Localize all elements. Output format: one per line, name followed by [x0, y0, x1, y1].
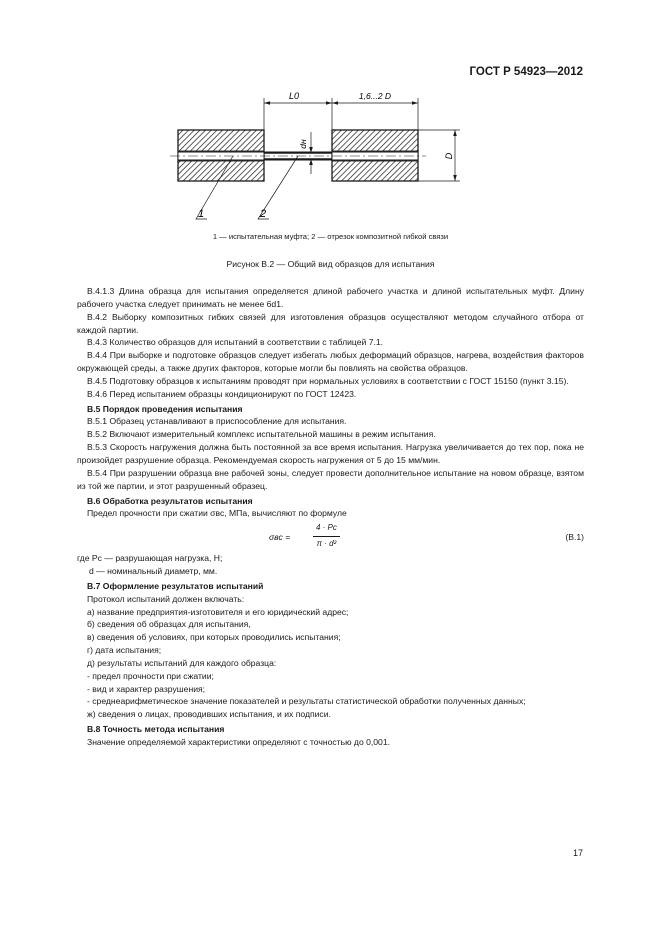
list-item: б) сведения об образцах для испытания,	[87, 619, 251, 630]
list-item: в) сведения об условиях, при которых проводились испытания;	[87, 632, 341, 643]
dim-l0-label: L0	[288, 91, 300, 101]
formula-numerator: 4 · Pc	[313, 522, 340, 537]
para-b6-intro: Предел прочности при сжатии σвс, МПа, вычисляют по формуле	[87, 508, 347, 519]
left-test-sleeve	[178, 130, 264, 181]
formula-fraction	[313, 522, 340, 551]
list-item: - вид и характер разрушения;	[87, 683, 206, 694]
para-b43: В.4.3 Количество образцов для испытаний в соответствии с таблицей 7.1.	[87, 337, 384, 348]
para-b413: В.4.1.3 Длина образца для испытания определяется длиной рабочего участка и длиной испытательных муфт. Длину рабочего участка следует принимать не менее 6d1.	[77, 286, 584, 309]
para-b45: В.4.5 Подготовку образцов к испытаниям проводят при нормальных условиях в соответствии с ГОСТ 15150 (пункт 3.15).	[87, 375, 569, 386]
right-test-sleeve	[332, 130, 418, 181]
specimen-figure	[170, 86, 470, 236]
heading-b6: В.6 Обработка результатов испытания	[87, 495, 253, 506]
para-b7-intro: Протокол испытаний должен включать:	[87, 593, 245, 604]
document-body	[77, 285, 584, 749]
list-item: а) название предприятия-изготовителя и его юридический адрес;	[87, 606, 349, 617]
heading-b8: В.8 Точность метода испытания	[87, 724, 225, 735]
para-b42: В.4.2 Выборку композитных гибких связей для изготовления образцов осуществляют методом случайного отбора от каждой партии.	[77, 311, 584, 335]
page-number: 17	[572, 848, 583, 858]
where-pc: где Pc — разрушающая нагрузка, Н;	[77, 553, 223, 564]
heading-b7: В.7 Оформление результатов испытаний	[87, 580, 264, 591]
list-item: - среднеарифметическое значение показателей и результаты статистической обработки полученных данных;	[87, 696, 526, 707]
list-item: - предел прочности при сжатии;	[87, 670, 214, 681]
list-item: г) дата испытания;	[87, 645, 162, 656]
dim-range-label: 1,6...2 D	[358, 91, 392, 101]
para-b46: В.4.6 Перед испытанием образцы кондиционируют по ГОСТ 12423.	[87, 388, 357, 399]
figure-caption: Рисунок В.2 — Общий вид образцов для испытания	[226, 259, 435, 269]
para-b44: В.4.4 При выборке и подготовке образцов следует избегать любых деформаций образцов, нагрева, воздействия факторов окружающей среды, а также других факторов, которые могли бы повлиять на свойства образцов.	[77, 350, 584, 374]
document-header: ГОСТ Р 54923—2012	[469, 66, 583, 78]
formula-lhs: σвс =	[269, 532, 291, 543]
dim-d-label: D	[444, 152, 454, 160]
list-item: ж) сведения о лицах, проводивших испытания, и их подписи.	[87, 709, 331, 720]
formula-b1	[77, 521, 584, 551]
leader-label-2: 2	[260, 208, 267, 220]
para-b54: В.5.4 При разрушении образца вне рабочей зоны, следует провести дополнительное испытание на новом образце, взятом из той же партии, и этот разрушенный образец.	[77, 467, 584, 491]
para-b53: В.5.3 Скорость нагружения должна быть постоянной за все время испытания. Нагрузка увеличивается до тех пор, пока не произойдет разрушение образца. Рекомендуемая скорость нагружения от 5 до 15 мм/мин.	[77, 442, 584, 465]
dim-dn-label: dн	[298, 139, 308, 149]
leader-label-1: 1	[198, 208, 205, 220]
list-item: д) результаты испытаний для каждого образца:	[87, 657, 277, 668]
para-b51: В.5.1 Образец устанавливают в приспособление для испытания.	[87, 416, 347, 427]
formula-number: (В.1)	[565, 532, 584, 543]
formula-denominator: π · d²	[316, 539, 337, 549]
where-d: d — номинальный диаметр, мм.	[89, 566, 218, 577]
figure-legend: 1 — испытательная муфта; 2 — отрезок композитной гибкой связи	[212, 232, 449, 241]
heading-b5: В.5 Порядок проведения испытания	[87, 403, 243, 414]
para-b52: В.5.2 Включают измерительный комплекс испытательной машины в режим испытания.	[87, 429, 436, 440]
para-b8: Значение определяемой характеристики определяют с точностью до 0,001.	[87, 737, 390, 747]
